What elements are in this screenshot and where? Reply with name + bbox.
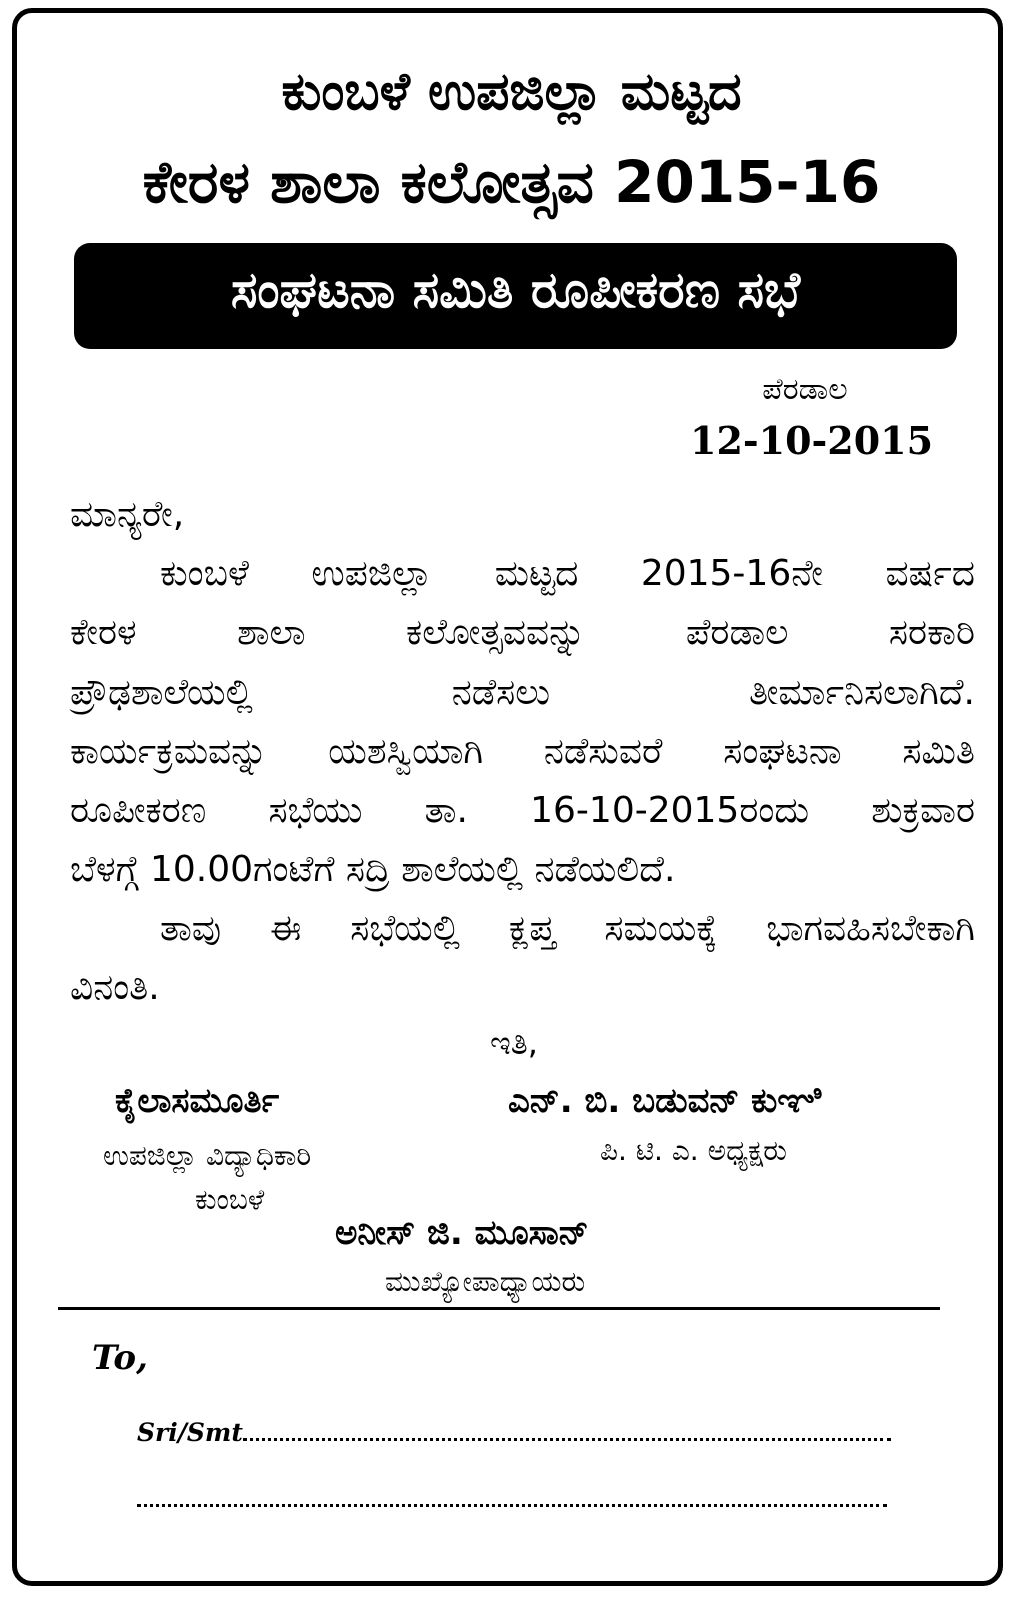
address-name-line <box>137 1418 891 1447</box>
closing: ಇತಿ, <box>490 1024 538 1062</box>
body-line: ಕುಂಬಳೆ ಉಪಜಿಲ್ಲಾ ಮಟ್ಟದ 2015-16ನೇ ವರ್ಷದ <box>160 553 975 594</box>
header-line-1: ಕುಂಬಳೆ ಉಪಜಿಲ್ಲಾ ಮಟ್ಟದ <box>281 62 742 122</box>
place: ಪೆರಡಾಲ <box>762 372 848 407</box>
address-fill-line[interactable] <box>243 1436 891 1441</box>
address-fill-line[interactable] <box>137 1502 887 1507</box>
signatory-center-name: ಅನೀಸ್ ಜಿ. ಮೂಸಾನ್ <box>335 1213 589 1253</box>
address-second-line <box>137 1484 887 1513</box>
body-line: ವಿನಂತಿ. <box>70 967 160 1008</box>
signatory-right-designation: ಪಿ. ಟಿ. ಎ. ಅಧ್ಯಕ್ಷರು <box>600 1134 787 1167</box>
body-line: ತಾವು ಈ ಸಭೆಯಲ್ಲಿ ಕ್ಲಪ್ತ ಸಮಯಕ್ಕೆ ಭಾಗವಹಿಸಬೇಕಾಗಿ <box>160 908 975 949</box>
body-line: ಕೇರಳ ಶಾಲಾ ಕಲೋತ್ಸವವನ್ನು ಪೆರಡಾಲ ಸರಕಾರಿ <box>70 612 975 653</box>
body-line: ರೂಪೀಕರಣ ಸಭೆಯು ತಾ. 16-10-2015ರಂದು ಶುಕ್ರವಾರ <box>70 790 975 831</box>
body-line: ಬೆಳಗ್ಗೆ 10.00ಗಂಟೆಗೆ ಸದ್ರಿ ಶಾಲೆಯಲ್ಲಿ ನಡೆಯಲಿದೆ. <box>70 849 676 890</box>
signatory-left-designation: ಉಪಜಿಲ್ಲಾ ವಿದ್ಯಾಧಿಕಾರಿ <box>103 1139 312 1172</box>
header-line-2: ಕೇರಳ ಶಾಲಾ ಕಲೋತ್ಸವ 2015-16 <box>142 148 881 216</box>
banner-title: ಸಂಘಟನಾ ಸಮಿತಿ ರೂಪೀಕರಣ ಸಭೆ <box>230 261 801 319</box>
date: 12-10-2015 <box>690 418 934 463</box>
address-to: To, <box>92 1338 148 1378</box>
title-banner <box>74 243 957 349</box>
body-line: ಕಾರ್ಯಕ್ರಮವನ್ನು ಯಶಸ್ವಿಯಾಗಿ ನಡೆಸುವರೆ ಸಂಘಟನಾ ಸಮಿತಿ <box>70 731 975 772</box>
signatory-right-name: ಎನ್. ಬಿ. ಬಡುವನ್ ಕುಞಿ <box>508 1081 822 1121</box>
signatory-center-designation: ಮುಖ್ಯೋಪಾಧ್ಯಾಯರು <box>385 1265 586 1298</box>
divider <box>58 1307 940 1310</box>
signatory-left-place: ಕುಂಬಳೆ <box>195 1183 265 1216</box>
body-line: ಪ್ರೌಢಶಾಲೆಯಲ್ಲಿ ನಡೆಸಲು ತೀರ್ಮಾನಿಸಲಾಗಿದೆ. <box>70 672 975 713</box>
salutation: ಮಾನ್ಯರೇ, <box>70 494 185 535</box>
address-label: Sri/Smt <box>137 1418 243 1447</box>
signatory-left-name: ಕೈಲಾಸಮೂರ್ತಿ <box>115 1081 280 1121</box>
